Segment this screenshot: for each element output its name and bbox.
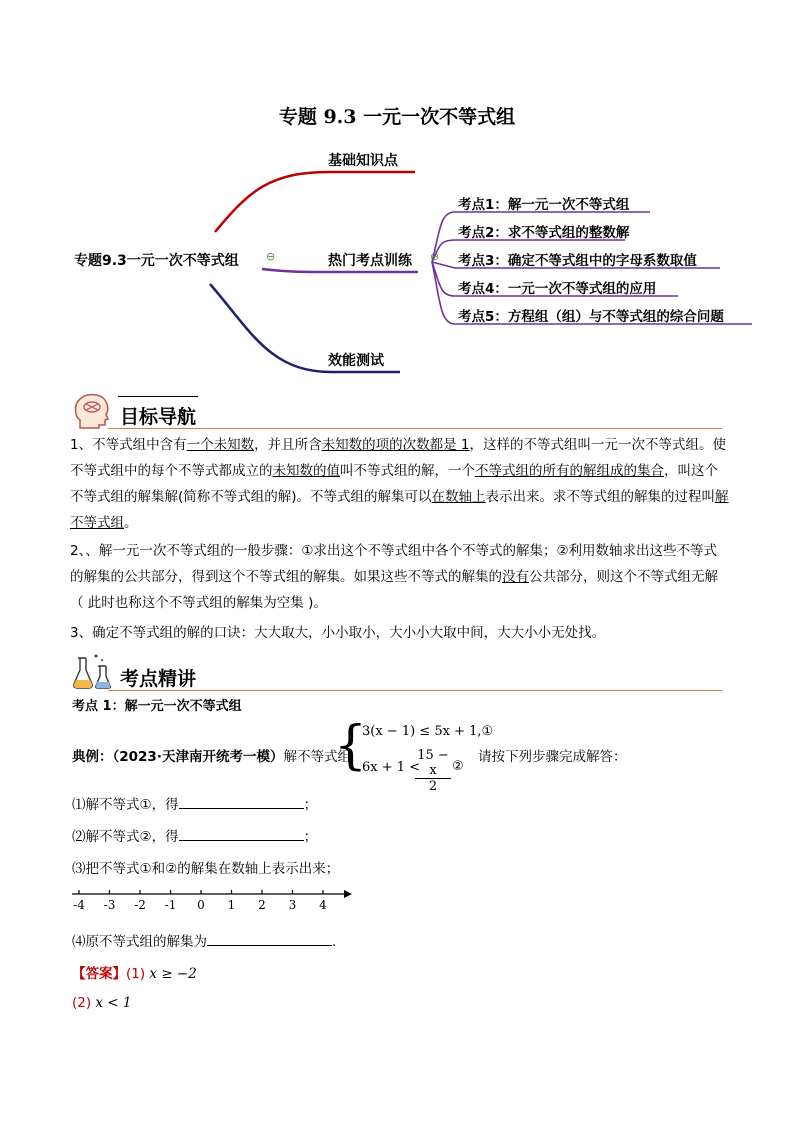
answer-blank[interactable] xyxy=(179,826,304,841)
section-rule xyxy=(108,428,722,429)
collapse-icon[interactable]: ⊖ xyxy=(430,250,440,263)
text: ； xyxy=(303,797,318,813)
example-label: 典例： xyxy=(72,749,113,765)
inequality-2 xyxy=(362,760,420,775)
axis-tick-label: -1 xyxy=(164,898,177,912)
axis-tick-label: 2 xyxy=(258,898,266,912)
text: 叫不等式组的解，一个 xyxy=(340,463,475,479)
answer-math: x ≥ −2 xyxy=(149,966,197,982)
key-term: 没有 xyxy=(502,569,529,585)
axis-tick-label: 4 xyxy=(319,898,327,912)
fraction-denominator: 2 xyxy=(428,779,438,794)
axis-tick-label: -4 xyxy=(73,898,85,912)
mindmap-kaodian-1: 考点1：解一元一次不等式组 xyxy=(458,197,630,213)
text: 公共部分，则这个不等式组无解（ 此时也称这个不等式组的解集为空集 )。 xyxy=(70,569,718,611)
text: ⑵解不等式②，得 xyxy=(72,829,179,845)
axis-tick-label: 3 xyxy=(288,898,297,912)
circled-mark: ② xyxy=(452,759,464,774)
text: ，叫这个不等式组的解集解(简称不等式组的解)。不等式组的解集可以 xyxy=(70,463,718,505)
section-heading-key-points: 考点精讲 xyxy=(120,668,197,690)
answer-line-1 xyxy=(72,962,197,982)
mindmap-branch-basics: 基础知识点 xyxy=(328,153,398,169)
key-term: 在数轴上 xyxy=(431,489,486,505)
inequality-1: 3(x − 1) ≤ 5x + 1,① xyxy=(362,724,494,739)
answer-math: x < 1 xyxy=(95,995,132,1011)
divider xyxy=(118,396,198,397)
mindmap-kaodian-3: 考点3：确定不等式组中的字母系数取值 xyxy=(458,253,697,269)
system-brace: { xyxy=(334,716,368,776)
axis-tick-label: 0 xyxy=(197,898,205,912)
key-term: 未知数的值 xyxy=(272,463,340,479)
mindmap-branch-test: 效能测试 xyxy=(328,353,384,369)
answer-number: (1) xyxy=(126,966,146,982)
fraction-numerator: 15 − x xyxy=(415,748,451,779)
text: ⑷原不等式组的解集为 xyxy=(72,934,207,950)
text: ⑴解不等式①，得 xyxy=(72,797,179,813)
step-4 xyxy=(72,930,336,950)
answer-blank[interactable] xyxy=(207,931,332,946)
text: 。 xyxy=(124,515,138,531)
goal-paragraph-1 xyxy=(70,432,730,536)
goal-paragraph-3: 3、确定不等式组的解的口诀：大大取大，小小取小，大小小大取中间，大大小小无处找。 xyxy=(70,625,606,641)
step-3: ⑶把不等式①和②的解集在数轴上表示出来； xyxy=(72,861,340,877)
mindmap-connectors xyxy=(0,0,794,400)
mindmap-kaodian-2: 考点2：求不等式组的整数解 xyxy=(458,225,630,241)
key-term: 一个未知数 xyxy=(186,437,255,453)
answer-label: 【答案】 xyxy=(72,966,126,982)
key-term: 解不等式组 xyxy=(70,489,729,531)
axis-tick-label: -3 xyxy=(103,898,116,912)
answer-number: (2) xyxy=(72,995,92,1011)
flask-icon xyxy=(72,652,112,690)
example-source: （2023·天津南开统考一模） xyxy=(112,749,284,765)
mindmap-root: 专题9.3一元一次不等式组 xyxy=(74,253,239,269)
text: 表示出来。求不等式组的解集的过程叫 xyxy=(485,489,716,505)
kaodian-1-heading: 考点 1：解一元一次不等式组 xyxy=(72,699,242,714)
text: ； xyxy=(303,829,318,845)
page-title: 专题 9.3 一元一次不等式组 xyxy=(278,106,516,128)
axis-tick-label: 1 xyxy=(227,898,236,912)
text: . xyxy=(332,934,337,950)
mindmap-kaodian-5: 考点5：方程组（组）与不等式组的综合问题 xyxy=(458,309,724,325)
mindmap-branch-hot-points: 热门考点训练 xyxy=(328,253,412,269)
text: ，这样的不等式组叫一元一次不等式组。使不等式组中的每个不等式都成立的 xyxy=(70,437,726,479)
section-rule xyxy=(108,690,722,691)
answer-line-2 xyxy=(72,995,132,1011)
step-2 xyxy=(72,825,317,845)
text: 解不等式组 xyxy=(283,749,351,765)
brain-head-icon xyxy=(72,390,112,432)
answer-blank[interactable] xyxy=(179,794,304,809)
goal-paragraph-2 xyxy=(70,538,730,616)
axis-tick-label: -2 xyxy=(134,898,146,912)
step-1 xyxy=(72,793,317,813)
example-intro xyxy=(72,745,351,765)
text: 2、、解一元一次不等式组的一般步骤：①求出这个不等式组中各个不等式的解集；②利用数轴求出这些不等式的解集的公共部分，得到这个不等式组的解集。如果这些不等式的解集的 xyxy=(70,543,718,585)
text: ，并且所含 xyxy=(254,437,322,453)
fraction xyxy=(415,748,451,794)
key-term: 未知数的项的次数都是 1 xyxy=(321,437,470,453)
key-term: 不等式组的所有的解组成的集合 xyxy=(475,463,664,479)
text: 6x + 1 < xyxy=(362,760,421,775)
example-instruction: 请按下列步骤完成解答： xyxy=(478,749,627,765)
mindmap-kaodian-4: 考点4：一元一次不等式组的应用 xyxy=(458,281,657,297)
text: 1、不等式组中含有 xyxy=(70,437,187,453)
section-heading-goals: 目标导航 xyxy=(120,406,197,428)
collapse-icon[interactable]: ⊖ xyxy=(266,250,276,263)
